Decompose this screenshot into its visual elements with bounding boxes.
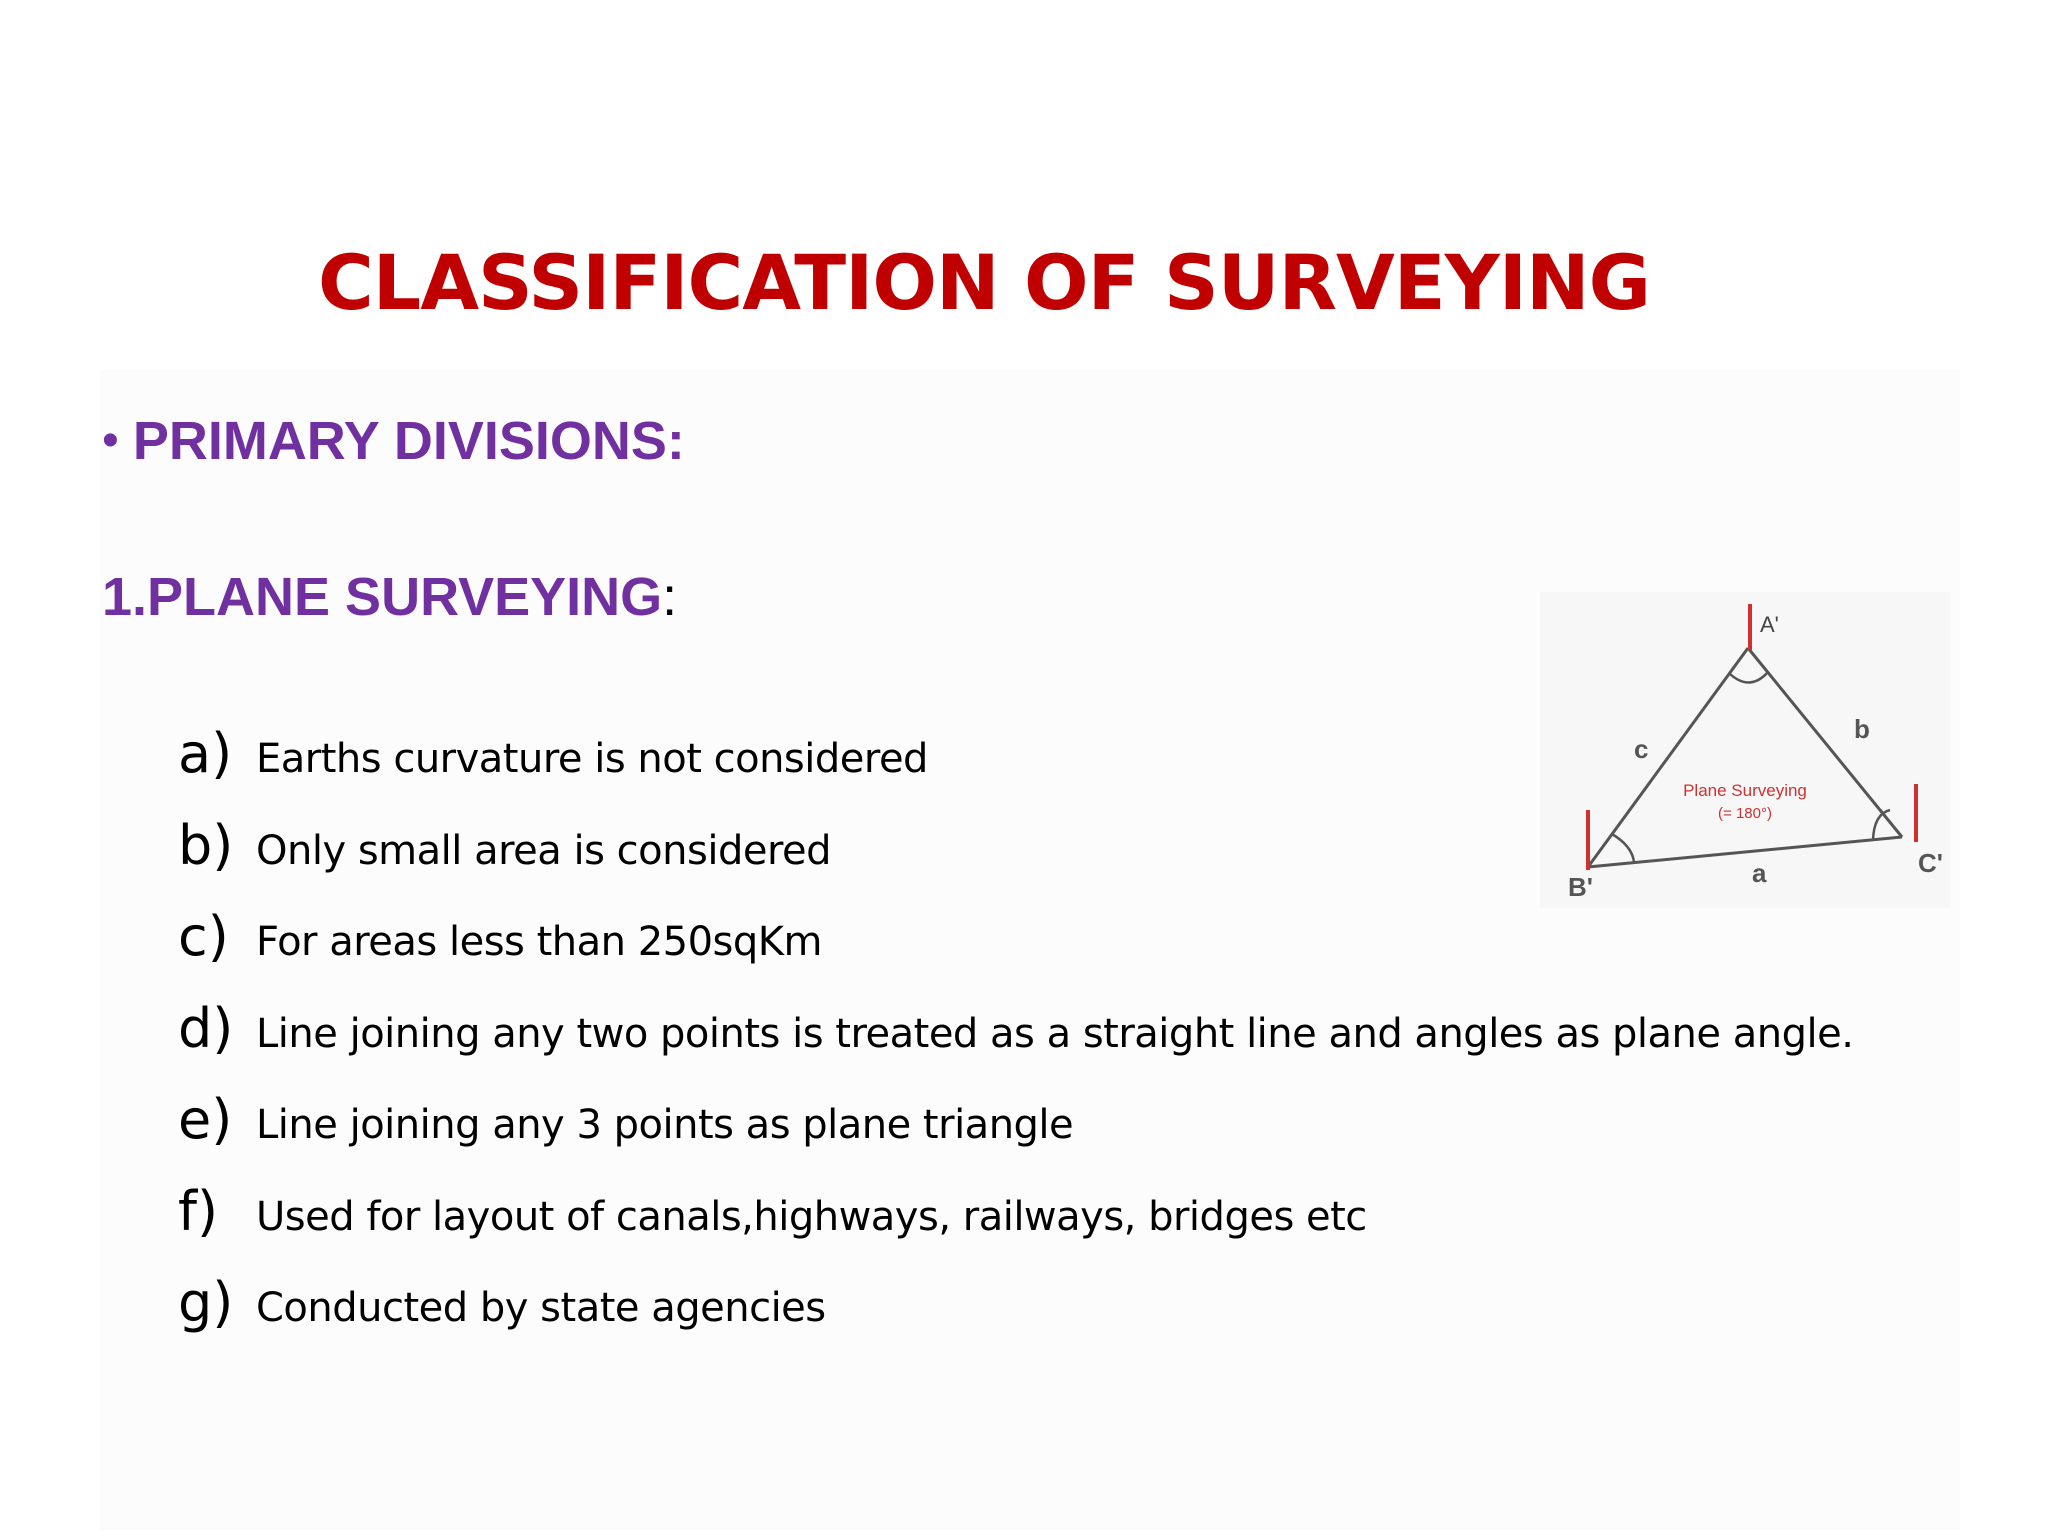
list-item-text: Only small area is considered	[256, 827, 832, 874]
list-item-text: Line joining any two points is treated as a straight line and angles as plane angle.	[256, 1010, 1854, 1057]
plane-surveying-title: 1.PLANE SURVEYING	[102, 567, 663, 627]
list-item	[178, 905, 1853, 997]
plane-surveying-heading	[102, 566, 677, 628]
side-label-c: c	[1634, 734, 1649, 764]
vertex-label-left: B'	[1568, 872, 1593, 902]
list-item-text: Used for layout of canals,highways, railways, bridges etc	[256, 1193, 1367, 1240]
inner-sublabel: (= 180°)	[1718, 805, 1772, 822]
right-angle-arc	[1873, 810, 1890, 840]
vertex-label-top: A'	[1760, 612, 1779, 637]
list-item-text: Conducted by state agencies	[256, 1285, 826, 1331]
list-marker: g)	[178, 1271, 234, 1334]
list-item	[178, 997, 1853, 1089]
list-item	[178, 1088, 1853, 1180]
list-marker: f)	[178, 1179, 219, 1243]
list-item	[178, 1180, 1853, 1272]
side-label-a: a	[1752, 858, 1767, 888]
primary-divisions-heading: PRIMARY DIVISIONS:	[132, 411, 685, 471]
list-marker: d)	[178, 996, 234, 1060]
primary-divisions-bullet	[102, 410, 685, 472]
bullet-icon: •	[102, 414, 119, 467]
triangle-svg	[1540, 592, 1950, 908]
list-marker: e)	[178, 1088, 233, 1151]
list-item-text: For areas less than 250sqKm	[256, 919, 822, 965]
list-marker: a)	[178, 722, 233, 785]
plane-surveying-triangle-diagram	[1540, 592, 1950, 908]
vertex-label-right: C'	[1918, 848, 1943, 878]
list-item	[178, 1271, 1853, 1363]
top-angle-arc	[1730, 672, 1768, 683]
left-angle-arc	[1612, 834, 1634, 862]
side-label-b: b	[1854, 714, 1870, 744]
side-a-line	[1588, 837, 1902, 867]
slide-title: CLASSIFICATION OF SURVEYING	[317, 238, 1651, 327]
inner-label: Plane Surveying	[1683, 781, 1807, 800]
list-item-text: Earths curvature is not considered	[256, 736, 928, 782]
plane-surveying-colon: :	[662, 567, 678, 627]
list-item-text: Line joining any 3 points as plane triangle	[256, 1102, 1074, 1148]
list-marker: b)	[178, 813, 234, 877]
list-marker: c)	[178, 905, 229, 968]
